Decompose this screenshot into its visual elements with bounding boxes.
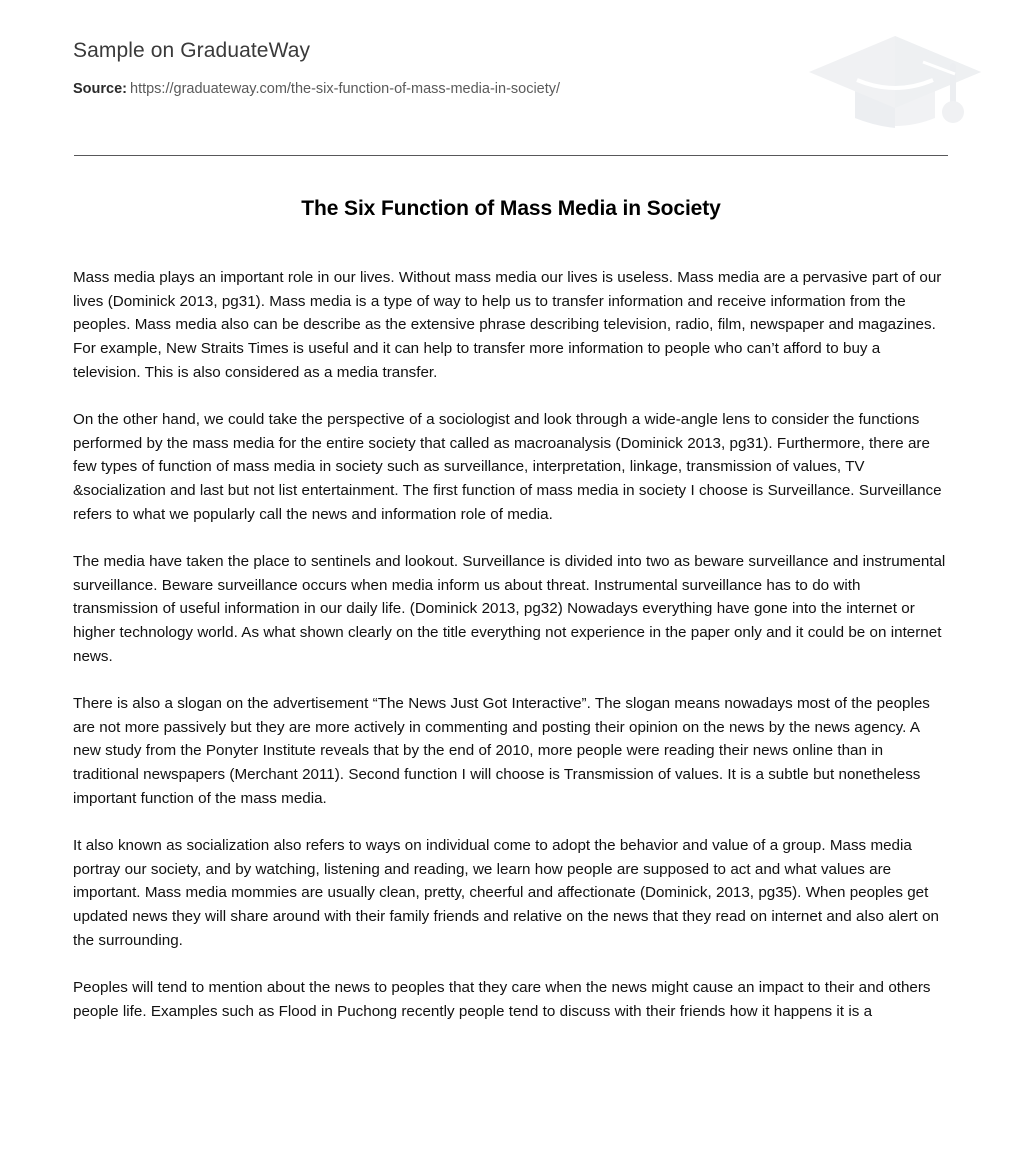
header-divider bbox=[74, 155, 948, 156]
paragraph: Peoples will tend to mention about the news to peoples that they care when the news might cause an impact to their and others people life. Examples such as Flood in Puchong recently people tend to discuss with their friends how it happens it is a bbox=[73, 979, 931, 1020]
source-label: Source: bbox=[73, 81, 127, 98]
paragraph: It also known as socialization also refers to ways on individual come to adopt the behavior and value of a group. Mass media portray our society, and by watching, listening and reading, we learn how people are supposed to act and what values are important. Mass media mommies are usually clean, pretty, cheerful and affectionate (Dominick, 2013, pg35). When peoples get updated news they will share around with their family friends and relative on the news that they read on internet and also alert on the surrounding. bbox=[73, 837, 939, 949]
document-body bbox=[73, 196, 949, 1023]
source-url[interactable]: https://graduateway.com/the-six-function-of-mass-media-in-society/ bbox=[130, 81, 561, 98]
page-title: The Six Function of Mass Media in Society bbox=[301, 197, 721, 220]
paragraph: Mass media plays an important role in our lives. Without mass media our lives is useless. Mass media are a pervasive part of our lives (Dominick 2013, pg31). Mass media is a type of way to help us to transfer information and receive information from the peoples. Mass media also can be describe as the extensive phrase describing television, radio, film, newspaper and magazines. For example, New Straits Times is useful and it can help to transfer more information to people who can’t afford to buy a television. This is also considered as a media transfer. bbox=[73, 269, 942, 381]
source-line bbox=[73, 80, 949, 99]
paragraph: There is also a slogan on the advertisement “The News Just Got Interactive”. The slogan means nowadays most of the peoples are not more passively but they are more actively in commenting and posting their opinion on the news by the news agency. A new study from the Ponyter Institute reveals that by the end of 2010, more people were reading their news online than in traditional newspapers (Merchant 2011). Second function I will choose is Transmission of values. It is a subtle but nonetheless important function of the mass media. bbox=[73, 695, 930, 807]
brand-title: Sample on GraduateWay bbox=[73, 39, 311, 62]
paragraph: The media have taken the place to sentinels and lookout. Surveillance is divided into two as beware surveillance and instrumental surveillance. Beware surveillance occurs when media inform us about threat. Instrumental surveillance has to do with transmission of useful information in our daily life. (Dominick 2013, pg32) Nowadays everything have gone into the internet or higher technology world. As what shown clearly on the title everything not experience in the paper only and it could be on internet news. bbox=[73, 553, 946, 665]
paragraph: On the other hand, we could take the perspective of a sociologist and look through a wide-angle lens to consider the functions performed by the mass media for the entire society that called as macroanalysis (Dominick 2013, pg31). Furthermore, there are few types of function of mass media in society such as surveillance, interpretation, linkage, transmission of values, TV &socialization and last but not list entertainment. The first function of mass media in society I choose is Surveillance. Surveillance refers to what we popularly call the news and information role of media. bbox=[73, 411, 942, 523]
page-header bbox=[73, 38, 949, 128]
